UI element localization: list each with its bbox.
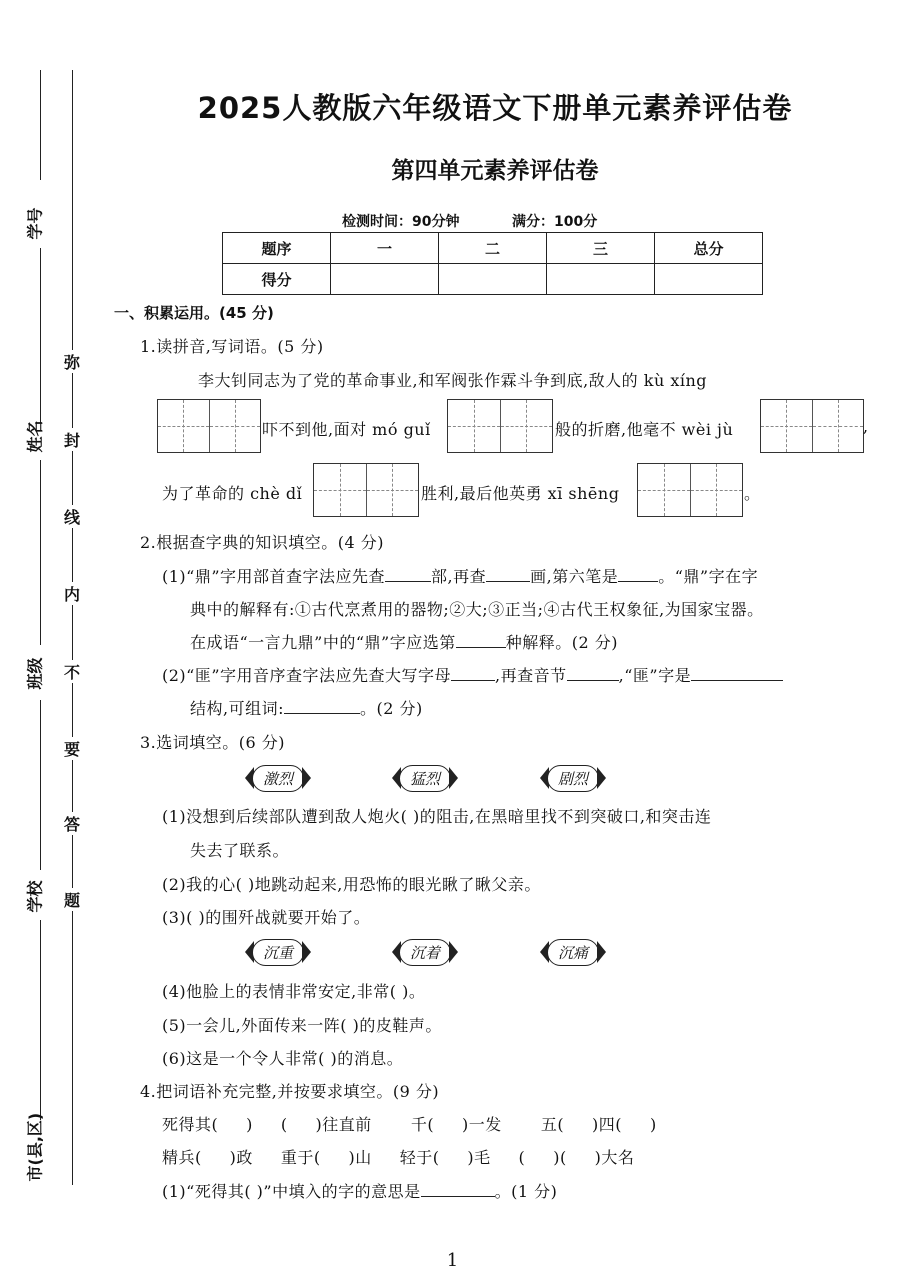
q3-sentence-4: (4)他脸上的表情非常安定,非常( )。 xyxy=(162,982,426,1001)
q2-paragraph-4 xyxy=(162,663,783,686)
word-choice-candy xyxy=(245,936,311,968)
q1-line-2a: 吓不到他,面对 mó guǐ xyxy=(262,420,431,439)
pinyin-answer-grid[interactable] xyxy=(637,463,743,517)
q2-text: ,再查音节 xyxy=(495,666,567,685)
answer-blank[interactable] xyxy=(567,664,619,681)
score-table xyxy=(222,232,763,295)
answer-blank[interactable] xyxy=(618,565,658,582)
seal-char: 内 xyxy=(62,582,82,605)
answer-blank[interactable] xyxy=(284,697,360,714)
seal-char: 线 xyxy=(62,505,82,528)
q2-paragraph-5 xyxy=(190,696,423,719)
word-choice-candy xyxy=(392,762,458,794)
q2-text: ,“匪”字是 xyxy=(618,666,692,685)
page-number: 1 xyxy=(446,1250,459,1271)
score-input-cell[interactable] xyxy=(655,264,763,295)
q4-text: 。(1 分) xyxy=(494,1182,558,1201)
q2-text: 部,再查 xyxy=(431,567,487,586)
answer-blank[interactable] xyxy=(385,565,431,582)
score-input-cell[interactable] xyxy=(439,264,547,295)
q2-paragraph-1 xyxy=(162,564,758,587)
section-heading: 一、积累运用。(45 分) xyxy=(114,304,274,322)
q2-paragraph-2: 典中的解释有:①古代烹煮用的器物;②大;③正当;④古代王权象征,为国家宝器。 xyxy=(190,600,764,619)
answer-blank[interactable] xyxy=(451,664,495,681)
q2-text: 种解释。(2 分) xyxy=(505,633,618,652)
score-input-cell[interactable] xyxy=(331,264,439,295)
margin-line xyxy=(40,920,41,1120)
city-label: 市(县,区) xyxy=(25,1112,45,1182)
q2-text: 。“鼎”字在字 xyxy=(658,567,759,586)
pinyin-answer-grid[interactable] xyxy=(313,463,419,517)
score-cell: 三 xyxy=(547,233,655,264)
answer-blank[interactable] xyxy=(486,565,530,582)
q3-sentence-5: (5)一会儿,外面传来一阵( )的皮鞋声。 xyxy=(162,1016,442,1035)
q2-text: (1)“鼎”字用部首查字法应先查 xyxy=(162,567,386,586)
score-table-header-row xyxy=(223,233,763,264)
q3-sentence-3: (3)( )的围歼战就要开始了。 xyxy=(162,908,371,927)
q2-text: 在成语“一言九鼎”中的“鼎”字应选第 xyxy=(190,633,456,652)
q2-text: 结构,可组词: xyxy=(190,699,284,718)
name-label: 姓名 xyxy=(25,420,45,453)
margin-line xyxy=(40,248,41,423)
seal-char: 弥 xyxy=(62,350,82,373)
seal-char: 答 xyxy=(62,812,82,835)
word-choice-candy xyxy=(540,936,606,968)
exam-title: 2025人教版六年级语文下册单元素养评估卷 xyxy=(197,91,793,125)
question-3-title: 3.选词填空。(6 分) xyxy=(140,733,286,752)
score-input-cell[interactable] xyxy=(547,264,655,295)
word-choice-candy xyxy=(392,936,458,968)
answer-blank[interactable] xyxy=(456,631,506,648)
q1-line-3c: 。 xyxy=(744,484,761,503)
answer-blank[interactable] xyxy=(691,664,783,681)
q4-sub-1 xyxy=(162,1179,557,1202)
margin-line xyxy=(40,460,41,645)
exam-time: 检测时间：90分钟 xyxy=(342,214,460,230)
q1-line-3a: 为了革命的 chè dǐ xyxy=(162,484,303,503)
seal-char: 要 xyxy=(62,737,82,760)
score-cell: 一 xyxy=(331,233,439,264)
word-choice: 猛烈 xyxy=(399,765,451,792)
score-cell: 二 xyxy=(439,233,547,264)
q1-line-2b: 般的折磨,他毫不 wèi jù xyxy=(555,420,734,439)
word-choice-candy xyxy=(245,762,311,794)
score-cell: 总分 xyxy=(655,233,763,264)
full-score: 满分：100分 xyxy=(512,214,598,230)
exam-subtitle: 第四单元素养评估卷 xyxy=(391,158,599,184)
school-label: 学校 xyxy=(25,880,45,913)
score-cell: 题序 xyxy=(223,233,331,264)
q2-text: 画,第六笔是 xyxy=(530,567,619,586)
question-1-title: 1.读拼音,写词语。(5 分) xyxy=(140,337,324,356)
q1-line-2c: , xyxy=(863,417,869,436)
word-choice: 激烈 xyxy=(252,765,304,792)
pinyin-answer-grid[interactable] xyxy=(447,399,553,453)
q4-text: (1)“死得其( )”中填入的字的意思是 xyxy=(162,1182,421,1201)
pinyin-answer-grid[interactable] xyxy=(760,399,864,453)
word-choice-candy xyxy=(540,762,606,794)
class-label: 班级 xyxy=(25,657,45,690)
q3-sentence-1b: 失去了联系。 xyxy=(190,841,290,860)
q2-text: 。(2 分) xyxy=(359,699,423,718)
pinyin-answer-grid[interactable] xyxy=(157,399,261,453)
margin-line xyxy=(40,70,41,180)
q3-sentence-1: (1)没想到后续部队遭到敌人炮火( )的阻击,在黑暗里找不到突破口,和突击连 xyxy=(162,807,712,826)
seal-line xyxy=(72,70,73,1185)
margin-line xyxy=(40,700,41,870)
q4-idiom-row-2: 精兵( )政 重于( )山 轻于( )毛 ( )( )大名 xyxy=(162,1148,635,1167)
q2-paragraph-3 xyxy=(190,630,618,653)
question-4-title: 4.把词语补充完整,并按要求填空。(9 分) xyxy=(140,1082,440,1101)
score-table-score-row xyxy=(223,264,763,295)
word-choice: 沉着 xyxy=(399,939,451,966)
q1-line-3b: 胜利,最后他英勇 xī shēng xyxy=(421,484,620,503)
student-id-label: 学号 xyxy=(25,207,45,240)
question-2-title: 2.根据查字典的知识填空。(4 分) xyxy=(140,533,385,552)
seal-char: 不 xyxy=(62,660,82,683)
q4-idiom-row-1: 死得其( ) ( )往直前 千( )一发 五( )四( ) xyxy=(162,1115,657,1134)
answer-blank[interactable] xyxy=(421,1180,495,1197)
score-cell: 得分 xyxy=(223,264,331,295)
seal-char: 封 xyxy=(62,428,82,451)
q3-sentence-2: (2)我的心( )地跳动起来,用恐怖的眼光瞅了瞅父亲。 xyxy=(162,875,541,894)
seal-char: 题 xyxy=(62,888,82,911)
word-choice: 沉重 xyxy=(252,939,304,966)
q1-line-1: 李大钊同志为了党的革命事业,和军阀张作霖斗争到底,敌人的 kù xíng xyxy=(198,371,708,390)
q3-sentence-6: (6)这是一个令人非常( )的消息。 xyxy=(162,1049,404,1068)
word-choice: 沉痛 xyxy=(547,939,599,966)
q2-text: (2)“匪”字用音序查字法应先查大写字母 xyxy=(162,666,452,685)
word-choice: 剧烈 xyxy=(547,765,599,792)
